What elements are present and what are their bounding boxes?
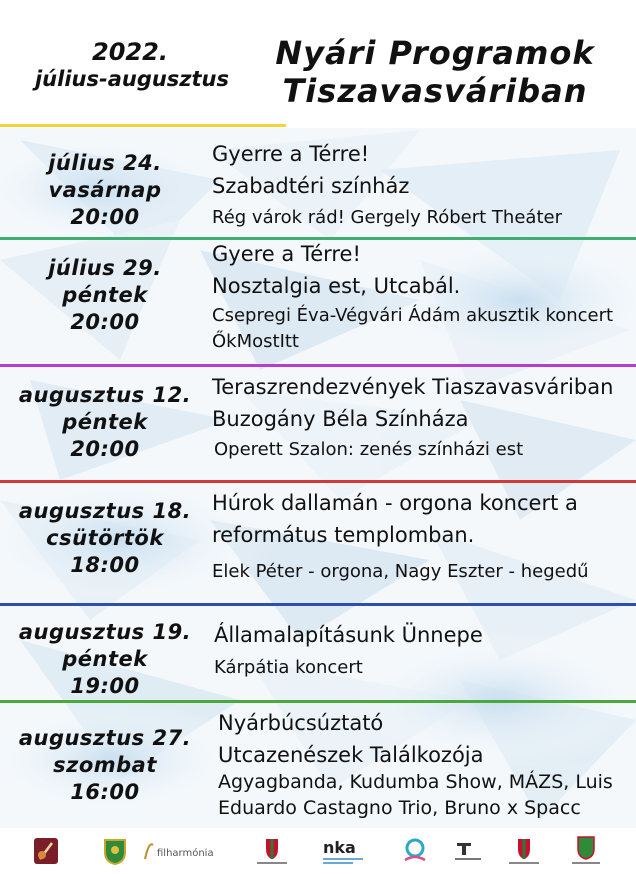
event-title: Utcazenészek Találkozója [218,743,484,767]
event-date [0,725,210,806]
event-row [0,483,636,603]
event-title: Szabadtéri színház [212,174,410,198]
event-date-day: július 29. [48,256,162,280]
event-date-weekday: péntek [62,283,148,307]
event-date-time: 20:00 [70,437,140,461]
header-underline [0,124,286,127]
event-date [0,619,210,700]
theater-logo-icon [448,834,488,868]
nka-logo-icon [320,834,370,868]
sponsor-logos [0,832,636,874]
event-title: Buzogány Béla Színháza [212,407,469,431]
event-performer: Eduardo Castagno Trio, Bruno x Spacc [218,797,581,819]
event-date-weekday: szombat [53,753,157,777]
filharmonia-logo-icon [138,834,216,868]
event-date-time: 18:00 [70,553,140,577]
event-performer: Rég várok rád! Gergely Róbert Theáter [212,207,562,228]
event-date [0,498,210,579]
event-date-time: 20:00 [70,310,140,334]
event-date-day: augusztus 27. [18,726,192,750]
nka-logo-text: nka [323,838,356,857]
event-title: Gyere a Térre! [212,242,361,266]
event-title: Húrok dallamán - orgona koncert a [212,491,578,515]
event-date-time: 19:00 [70,674,140,698]
event-row [0,606,636,701]
town-crest-icon [566,834,606,868]
poster-title-line-2: Tiszavasváriban [282,72,588,110]
event-performer: Elek Péter - orgona, Nagy Eszter - hegedű [212,561,589,582]
event-date-weekday: péntek [62,647,148,671]
event-title: Nyárbúcsúztató [218,711,384,735]
event-date [0,382,210,463]
event-date-day: augusztus 18. [18,499,192,523]
event-performer: Csepregi Éva-Végvári Ádám akusztik koncert [212,305,614,326]
event-row [0,367,636,481]
coat-of-arms-icon [98,834,132,868]
event-date-day: július 24. [48,151,162,175]
event-title: Államalapításunk Ünnepe [214,623,483,647]
event-performer: Operett Szalon: zenés színházi est [214,439,524,460]
hungarian-crest-icon [504,834,544,868]
poster-title-line-1: Nyári Programok [275,34,595,72]
violin-emblem-icon [28,834,64,868]
event-performer: Agyagbanda, Kudumba Show, MÁZS, Luis [218,771,613,793]
event-performer: ŐkMostItt [212,331,299,352]
hungarian-crest-icon [252,834,292,868]
event-row [0,128,636,238]
event-date-day: augusztus 12. [18,383,192,407]
event-date-weekday: csütörtök [46,526,164,550]
event-title: Teraszrendezvények Tiaszavasváriban [212,375,614,399]
event-date-time: 16:00 [70,780,140,804]
event-title: református templomban. [212,523,475,547]
festival-logo-icon [398,834,432,868]
header [0,0,636,128]
event-date [0,150,210,231]
event-date [0,255,210,336]
event-title: Nosztalgia est, Utcabál. [212,274,461,298]
event-row [0,703,636,828]
event-date-weekday: péntek [62,410,148,434]
event-row [0,240,636,364]
year-label: 2022. [92,38,168,66]
event-date-time: 20:00 [70,205,140,229]
months-label: július-augusztus [34,67,230,91]
event-title: Gyerre a Térre! [212,142,370,166]
filharmonia-logo-text: filharmónia [157,848,214,859]
event-performer: Kárpátia koncert [214,657,363,678]
event-date-weekday: vasárnap [48,178,162,202]
event-date-day: augusztus 19. [18,620,192,644]
